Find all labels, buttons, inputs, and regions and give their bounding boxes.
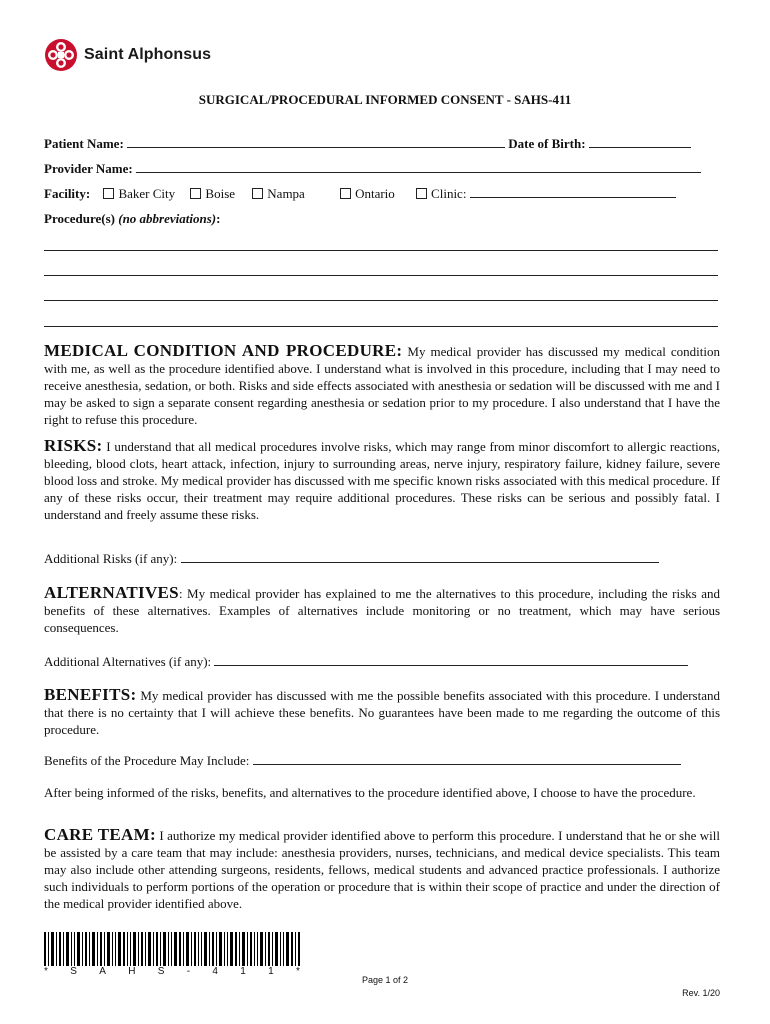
additional-alternatives-row [44,654,720,670]
procedures-row [44,211,720,227]
additional-risks-label: Additional Risks (if any): [44,551,178,566]
barcode-char: S [157,966,165,977]
revision-label: Rev. 1/20 [682,988,720,998]
benefits-include-field[interactable] [253,754,681,765]
facility-option-baker-city[interactable]: Baker City [103,186,175,201]
checkbox-icon[interactable] [190,188,201,199]
risks-section [44,437,720,523]
medical-condition-text: My medical provider has discussed my medical condition with me, as well as the procedure identified above. I understand what is involved in this procedure, including that I may need to receive anesthesia, sedation, or both. Risks and side effects associated with anesthesia or sedation will be discussed with me and I may be asked to sign a separate consent regarding anesthesia or sedation prior to my procedure. I also understand that I have the right to refuse this procedure. [44,344,721,427]
additional-alternatives-label: Additional Alternatives (if any): [44,654,212,669]
benefits-section [44,686,720,738]
benefits-text: My medical provider has discussed with me the possible benefits associated with this procedure. I understand that there is no certainty that I will achieve these benefits. No guarantees have been made to me regarding the outcome of this procedure. [44,688,721,737]
procedures-colon: : [216,211,221,226]
dob-field[interactable] [589,137,691,148]
additional-risks-row [44,551,720,567]
facility-option-boise[interactable]: Boise [190,186,235,201]
patient-name-field[interactable] [127,137,505,148]
alternatives-text: : My medical provider has explained to me the alternatives to this procedure, including the risks and benefits of these alternatives. Examples of alternatives include monitoring or no treatment, which may have serious consequences. [44,586,720,635]
barcode-char: 4 [212,966,218,977]
risks-heading: RISKS: [44,436,103,455]
checkbox-icon[interactable] [416,188,427,199]
barcode-char: S [70,966,77,977]
dob-label: Date of Birth: [508,136,586,151]
procedure-line-2[interactable] [44,275,718,276]
barcode-char: A [99,966,106,977]
procedure-line-4[interactable] [44,326,718,327]
alternatives-heading: ALTERNATIVES [44,583,179,602]
facility-label: Facility: [44,186,91,201]
additional-alternatives-field[interactable] [214,655,688,666]
benefits-include-row [44,753,720,769]
medical-condition-heading: MEDICAL CONDITION AND PROCEDURE: [44,341,403,360]
checkbox-icon[interactable] [103,188,114,199]
choice-statement [44,784,720,801]
logo-text: Saint Alphonsus [84,46,212,63]
facility-row [44,186,720,202]
saint-alphonsus-cross-icon [44,38,78,72]
barcode [44,932,300,966]
medical-condition-section [44,342,720,428]
care-team-section [44,826,720,912]
barcode-char: * [44,966,48,977]
procedures-note: (no abbreviations) [118,211,217,226]
barcode-char: - [186,966,191,977]
clinic-field[interactable] [470,187,676,198]
patient-name-label: Patient Name: [44,136,124,151]
procedures-label: Procedure(s) [44,211,115,226]
risks-text: I understand that all medical procedures involve risks, which may range from minor discomfort to allergic reactions, bleeding, blood clots, heart attack, infection, injury to surrounding areas, nerve injury, respiratory failure, kidney failure, severe blood loss and stroke. My medical provider has discussed with me specific known risks associated with this medical procedure. If any of these risks occur, their treatment may require additional procedures. These risks can be serious and possibly fatal. I understand and freely assume these risks. [44,439,720,522]
checkbox-icon[interactable] [252,188,263,199]
form-title: SURGICAL/PROCEDURAL INFORMED CONSENT - SAHS-411 [198,92,572,107]
care-team-text: I authorize my medical provider identified above to perform this procedure. I understand that he or she will be assisted by a care team that may include: anesthesia providers, nurses, technicians, and medical device specialists. This team may also include other attending surgeons, residents, fellows, medical students and advanced practice professionals. I authorize such individuals to perform portions of the operation or procedure that is within their scope of practice and under the direction of the medical provider identified above. [44,828,721,911]
procedure-line-3[interactable] [44,300,718,301]
provider-name-field[interactable] [136,162,701,173]
barcode-char: * [296,966,300,977]
benefits-include-label: Benefits of the Procedure May Include: [44,753,250,768]
barcode-char: H [128,966,136,977]
benefits-heading: BENEFITS: [44,685,137,704]
facility-option-ontario[interactable]: Ontario [340,186,395,201]
provider-row [44,161,720,177]
care-team-heading: CARE TEAM: [44,825,156,844]
logo [44,38,211,72]
provider-name-label: Provider Name: [44,161,133,176]
barcode-char: 1 [240,966,246,977]
barcode-char: 1 [268,966,274,977]
facility-option-nampa[interactable]: Nampa [252,186,305,201]
patient-row [44,136,720,152]
facility-option-clinic[interactable]: Clinic: [416,186,466,201]
alternatives-section [44,584,720,636]
checkbox-icon[interactable] [340,188,351,199]
additional-risks-field[interactable] [181,552,659,563]
choice-text: After being informed of the risks, benefits, and alternatives to the procedure identified above, I choose to have the procedure. [44,785,696,800]
procedure-line-1[interactable] [44,250,718,251]
page-number: Page 1 of 2 [361,975,409,985]
